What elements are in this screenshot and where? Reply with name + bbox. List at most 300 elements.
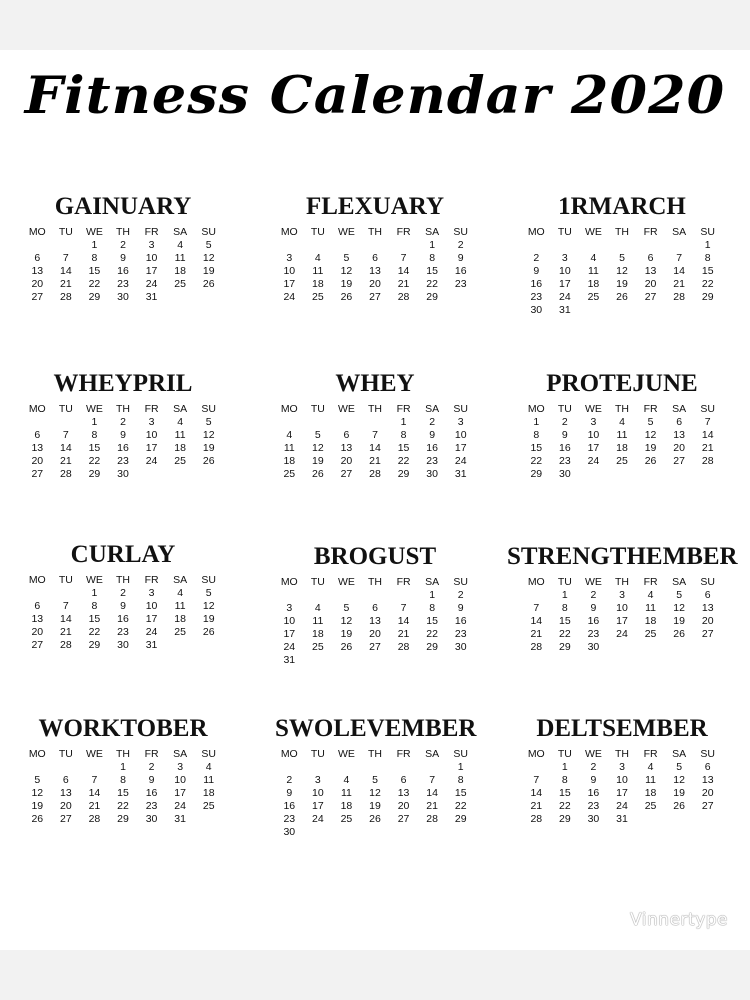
- day-cell: 2: [457, 239, 464, 251]
- day-cell: 21: [673, 278, 685, 290]
- weekday-header: WE: [85, 403, 103, 415]
- weekday-header: SA: [425, 748, 440, 760]
- weekday-header: MO: [527, 226, 545, 238]
- month-block: [275, 542, 475, 667]
- day-cell: 21: [701, 442, 714, 454]
- day-cell: 1: [704, 239, 711, 251]
- month-name: PROTEJUNE: [546, 370, 698, 397]
- empty-day-cell: [304, 416, 333, 429]
- day-cell: 7: [62, 429, 69, 441]
- day-cell: 27: [369, 291, 381, 303]
- day-cell: 3: [561, 252, 568, 264]
- day-cell: 26: [673, 800, 685, 812]
- empty-day-cell: [332, 239, 361, 252]
- day-cell: 9: [561, 429, 568, 441]
- day-cell: 13: [340, 442, 353, 454]
- day-cell: 21: [397, 628, 410, 640]
- day-cell: 12: [369, 787, 381, 799]
- day-cell: 21: [60, 455, 72, 467]
- empty-day-cell: [80, 761, 109, 774]
- day-cell: 1: [429, 589, 436, 601]
- day-cell: 29: [559, 641, 571, 653]
- day-cell: 4: [177, 416, 184, 428]
- day-cell: 3: [619, 761, 625, 773]
- day-cell: 17: [312, 800, 324, 812]
- day-cell: 17: [145, 265, 158, 277]
- empty-day-cell: [389, 761, 418, 774]
- empty-day-cell: [332, 416, 361, 429]
- day-cell: 26: [202, 626, 215, 638]
- day-cell: 20: [673, 442, 685, 454]
- day-cell: 27: [31, 468, 44, 480]
- day-cell: 12: [616, 265, 628, 277]
- weekday-header: SA: [672, 576, 687, 588]
- day-cell: 30: [587, 813, 600, 825]
- day-cell: 7: [676, 252, 683, 264]
- empty-day-cell: [304, 589, 333, 602]
- day-cell: 21: [369, 455, 381, 467]
- day-cell: 8: [429, 602, 436, 614]
- day-cell: 7: [400, 252, 407, 264]
- weekday-header: TH: [115, 403, 130, 415]
- day-cell: 13: [673, 429, 685, 441]
- day-cell: 16: [587, 787, 600, 799]
- day-cell: 13: [369, 615, 381, 627]
- day-cell: 23: [426, 455, 438, 467]
- day-cell: 18: [312, 278, 324, 290]
- weekday-header: SA: [173, 574, 188, 586]
- day-cell: 10: [283, 265, 296, 277]
- empty-day-cell: [23, 416, 52, 429]
- day-cell: 8: [533, 429, 540, 441]
- day-cell: 23: [530, 291, 543, 303]
- month-block: [23, 192, 223, 304]
- weekday-header: MO: [280, 576, 298, 588]
- day-cell: 29: [559, 813, 571, 825]
- day-cell: 3: [457, 416, 464, 428]
- weekday-header: MO: [28, 226, 46, 238]
- empty-day-cell: [389, 589, 418, 602]
- day-cell: 16: [145, 787, 158, 799]
- day-cell: 24: [616, 800, 628, 812]
- weekday-header: WE: [584, 226, 602, 238]
- day-cell: 6: [34, 600, 41, 612]
- weekday-header: MO: [527, 576, 545, 588]
- empty-day-cell: [389, 239, 418, 252]
- day-cell: 5: [676, 589, 683, 601]
- day-cell: 11: [312, 615, 324, 627]
- day-cell: 18: [312, 628, 324, 640]
- day-cell: 9: [429, 429, 436, 441]
- day-cell: 20: [701, 787, 714, 799]
- day-cell: 27: [673, 455, 685, 467]
- day-cell: 28: [426, 813, 438, 825]
- weekday-header: FR: [643, 576, 658, 588]
- day-cell: 24: [559, 291, 571, 303]
- day-cell: 7: [62, 252, 69, 264]
- day-cell: 15: [559, 615, 571, 627]
- day-cell: 30: [283, 826, 296, 838]
- day-cell: 11: [203, 774, 215, 786]
- empty-day-cell: [275, 239, 304, 252]
- weekday-header: TU: [557, 226, 572, 238]
- day-cell: 6: [372, 602, 378, 614]
- day-cell: 15: [701, 265, 714, 277]
- weekday-header: SU: [453, 748, 468, 760]
- day-cell: 12: [673, 602, 685, 614]
- weekday-header: FR: [396, 576, 411, 588]
- day-cell: 31: [559, 304, 571, 316]
- day-cell: 27: [397, 813, 410, 825]
- weekday-header: TU: [310, 748, 325, 760]
- day-cell: 15: [559, 787, 571, 799]
- weekday-header: SA: [672, 748, 687, 760]
- day-cell: 2: [590, 761, 597, 773]
- month-name: FLEXUARY: [305, 193, 444, 220]
- month-block: [23, 540, 223, 652]
- day-cell: 6: [34, 252, 41, 264]
- day-cell: 21: [530, 628, 543, 640]
- month-name: 1RMARCH: [558, 193, 686, 220]
- day-cell: 29: [701, 291, 714, 303]
- empty-day-cell: [361, 589, 390, 602]
- day-cell: 11: [174, 600, 186, 612]
- day-cell: 11: [340, 787, 352, 799]
- day-cell: 28: [88, 813, 101, 825]
- month-name: WORKTOBER: [38, 715, 208, 742]
- day-cell: 25: [174, 626, 186, 638]
- day-cell: 4: [647, 589, 654, 601]
- day-cell: 4: [647, 761, 654, 773]
- day-cell: 17: [174, 787, 186, 799]
- weekday-header: SU: [453, 226, 468, 238]
- day-cell: 22: [426, 278, 438, 290]
- page-title: Fitness Calendar 2020: [24, 64, 726, 126]
- day-cell: 30: [587, 641, 600, 653]
- day-cell: 6: [400, 774, 407, 786]
- day-cell: 4: [314, 252, 321, 264]
- day-cell: 26: [31, 813, 44, 825]
- month-block: [275, 192, 475, 304]
- day-cell: 4: [177, 587, 184, 599]
- day-cell: 10: [587, 429, 600, 441]
- weekday-header: WE: [85, 748, 103, 760]
- day-cell: 12: [312, 442, 324, 454]
- empty-day-cell: [579, 239, 608, 252]
- day-cell: 14: [60, 613, 72, 625]
- weekday-header: FR: [144, 574, 159, 586]
- day-cell: 15: [454, 787, 467, 799]
- empty-day-cell: [52, 416, 81, 429]
- day-cell: 3: [314, 774, 321, 786]
- day-cell: 8: [400, 429, 407, 441]
- day-cell: 20: [31, 455, 44, 467]
- day-cell: 13: [701, 602, 714, 614]
- day-cell: 25: [587, 291, 600, 303]
- day-cell: 11: [645, 774, 657, 786]
- day-cell: 26: [312, 468, 324, 480]
- weekday-header: SU: [201, 226, 216, 238]
- weekday-header: SA: [672, 226, 687, 238]
- day-cell: 28: [397, 291, 410, 303]
- weekday-header: TU: [58, 403, 73, 415]
- day-cell: 10: [454, 429, 467, 441]
- day-cell: 13: [701, 774, 714, 786]
- month-block: [507, 542, 737, 654]
- day-cell: 9: [148, 774, 155, 786]
- day-cell: 20: [644, 278, 657, 290]
- day-cell: 19: [31, 800, 44, 812]
- day-cell: 15: [88, 442, 101, 454]
- month-name: SWOLEVEMBER: [275, 715, 477, 742]
- empty-day-cell: [332, 589, 361, 602]
- day-cell: 20: [31, 278, 44, 290]
- day-cell: 12: [202, 429, 215, 441]
- weekday-header: SU: [700, 576, 715, 588]
- day-cell: 28: [60, 291, 72, 303]
- weekday-header: FR: [144, 748, 159, 760]
- day-cell: 16: [559, 442, 571, 454]
- empty-day-cell: [551, 239, 580, 252]
- weekday-header: MO: [28, 403, 46, 415]
- month-grid: [522, 576, 722, 654]
- day-cell: 13: [31, 442, 44, 454]
- weekday-header: SU: [700, 748, 715, 760]
- day-cell: 26: [340, 641, 353, 653]
- day-cell: 19: [312, 455, 324, 467]
- day-cell: 4: [177, 239, 184, 251]
- day-cell: 9: [120, 252, 126, 264]
- day-cell: 14: [530, 787, 543, 799]
- day-cell: 30: [559, 468, 571, 480]
- day-cell: 28: [701, 455, 714, 467]
- day-cell: 15: [426, 615, 438, 627]
- watermark-text: Vinnertype: [630, 910, 728, 930]
- weekday-header: SA: [425, 226, 440, 238]
- day-cell: 24: [312, 813, 324, 825]
- day-cell: 28: [60, 468, 72, 480]
- day-cell: 24: [454, 455, 467, 467]
- day-cell: 1: [561, 589, 568, 601]
- day-cell: 15: [426, 265, 438, 277]
- weekday-header: TH: [614, 748, 629, 760]
- day-cell: 2: [120, 416, 126, 428]
- day-cell: 9: [286, 787, 293, 799]
- day-cell: 7: [91, 774, 98, 786]
- day-cell: 23: [117, 278, 129, 290]
- empty-day-cell: [304, 239, 333, 252]
- day-cell: 16: [587, 615, 600, 627]
- weekday-header: TH: [367, 748, 382, 760]
- day-cell: 12: [644, 429, 657, 441]
- day-cell: 1: [120, 761, 126, 773]
- day-cell: 3: [286, 602, 293, 614]
- weekday-header: WE: [85, 574, 103, 586]
- day-cell: 17: [283, 278, 296, 290]
- day-cell: 10: [145, 252, 158, 264]
- calendar-poster: [0, 50, 750, 950]
- weekday-header: WE: [85, 226, 103, 238]
- empty-day-cell: [361, 761, 390, 774]
- empty-day-cell: [275, 416, 304, 429]
- day-cell: 10: [559, 265, 571, 277]
- day-cell: 11: [283, 442, 295, 454]
- weekday-header: TH: [367, 403, 382, 415]
- day-cell: 24: [616, 628, 628, 640]
- day-cell: 29: [88, 468, 101, 480]
- day-cell: 4: [205, 761, 212, 773]
- day-cell: 22: [559, 800, 571, 812]
- day-cell: 12: [340, 615, 353, 627]
- empty-day-cell: [304, 761, 333, 774]
- day-cell: 24: [145, 455, 158, 467]
- weekday-header: FR: [396, 748, 411, 760]
- day-cell: 20: [397, 800, 410, 812]
- day-cell: 20: [60, 800, 72, 812]
- day-cell: 29: [426, 641, 438, 653]
- day-cell: 8: [91, 600, 98, 612]
- day-cell: 16: [454, 615, 467, 627]
- day-cell: 2: [561, 416, 568, 428]
- day-cell: 6: [647, 252, 654, 264]
- weekday-header: TH: [614, 403, 629, 415]
- day-cell: 16: [426, 442, 438, 454]
- weekday-header: SA: [672, 403, 687, 415]
- weekday-header: FR: [643, 403, 658, 415]
- day-cell: 3: [619, 589, 625, 601]
- day-cell: 25: [202, 800, 215, 812]
- day-cell: 21: [60, 626, 72, 638]
- day-cell: 18: [283, 455, 296, 467]
- day-cell: 20: [369, 628, 381, 640]
- day-cell: 24: [283, 291, 296, 303]
- day-cell: 5: [619, 252, 625, 264]
- day-cell: 28: [369, 468, 381, 480]
- day-cell: 1: [533, 416, 540, 428]
- weekday-header: TU: [58, 748, 73, 760]
- empty-day-cell: [522, 761, 551, 774]
- month-grid: [522, 748, 722, 826]
- weekday-header: FR: [396, 403, 411, 415]
- day-cell: 30: [530, 304, 543, 316]
- weekday-header: TU: [557, 576, 572, 588]
- month-grid: [23, 574, 223, 652]
- weekday-header: SU: [700, 226, 715, 238]
- month-grid: [23, 226, 223, 304]
- day-cell: 28: [60, 639, 72, 651]
- day-cell: 7: [372, 429, 378, 441]
- empty-day-cell: [522, 589, 551, 602]
- weekday-header: MO: [280, 226, 298, 238]
- day-cell: 18: [587, 278, 600, 290]
- weekday-header: TH: [367, 226, 382, 238]
- weekday-header: MO: [28, 574, 46, 586]
- day-cell: 11: [174, 429, 186, 441]
- day-cell: 19: [340, 278, 353, 290]
- month-block: [522, 192, 722, 317]
- weekday-header: TU: [58, 226, 73, 238]
- day-cell: 13: [31, 265, 44, 277]
- day-cell: 27: [644, 291, 657, 303]
- day-cell: 20: [369, 278, 381, 290]
- weekday-header: MO: [280, 748, 298, 760]
- day-cell: 8: [457, 774, 464, 786]
- day-cell: 21: [426, 800, 438, 812]
- day-cell: 31: [616, 813, 628, 825]
- empty-day-cell: [275, 589, 304, 602]
- day-cell: 26: [340, 291, 353, 303]
- day-cell: 3: [590, 416, 597, 428]
- weekday-header: WE: [584, 403, 602, 415]
- day-cell: 14: [530, 615, 543, 627]
- weekday-header: TU: [557, 748, 572, 760]
- day-cell: 23: [283, 813, 296, 825]
- day-cell: 27: [31, 291, 44, 303]
- day-cell: 12: [202, 252, 215, 264]
- day-cell: 4: [590, 252, 597, 264]
- day-cell: 8: [91, 252, 98, 264]
- day-cell: 17: [616, 615, 628, 627]
- day-cell: 10: [283, 615, 296, 627]
- empty-day-cell: [522, 239, 551, 252]
- empty-day-cell: [361, 239, 390, 252]
- day-cell: 22: [426, 628, 438, 640]
- weekday-header: MO: [527, 403, 545, 415]
- day-cell: 7: [429, 774, 436, 786]
- month-grid: [23, 403, 223, 481]
- day-cell: 14: [88, 787, 101, 799]
- day-cell: 9: [533, 265, 540, 277]
- month-block: [23, 369, 223, 481]
- day-cell: 20: [340, 455, 353, 467]
- day-cell: 8: [91, 429, 98, 441]
- empty-day-cell: [361, 416, 390, 429]
- day-cell: 3: [148, 587, 155, 599]
- weekday-header: TU: [310, 403, 325, 415]
- day-cell: 26: [673, 628, 685, 640]
- day-cell: 26: [202, 455, 215, 467]
- day-cell: 29: [397, 468, 410, 480]
- day-cell: 20: [701, 615, 714, 627]
- empty-day-cell: [665, 239, 694, 252]
- day-cell: 24: [587, 455, 600, 467]
- weekday-header: MO: [28, 748, 46, 760]
- day-cell: 26: [616, 291, 628, 303]
- day-cell: 5: [205, 416, 212, 428]
- day-cell: 18: [644, 787, 657, 799]
- day-cell: 29: [117, 813, 129, 825]
- day-cell: 7: [400, 602, 407, 614]
- day-cell: 17: [587, 442, 600, 454]
- day-cell: 10: [145, 429, 158, 441]
- weekday-header: TU: [310, 576, 325, 588]
- day-cell: 11: [587, 265, 599, 277]
- day-cell: 28: [530, 641, 543, 653]
- day-cell: 22: [454, 800, 467, 812]
- day-cell: 19: [616, 278, 628, 290]
- day-cell: 31: [454, 468, 467, 480]
- month-name: DELTSEMBER: [536, 715, 708, 742]
- day-cell: 3: [177, 761, 184, 773]
- day-cell: 23: [587, 800, 600, 812]
- day-cell: 3: [286, 252, 293, 264]
- month-grid: [275, 403, 475, 481]
- day-cell: 28: [673, 291, 685, 303]
- day-cell: 16: [117, 613, 129, 625]
- day-cell: 29: [426, 291, 438, 303]
- weekday-header: SU: [201, 574, 216, 586]
- day-cell: 24: [145, 626, 158, 638]
